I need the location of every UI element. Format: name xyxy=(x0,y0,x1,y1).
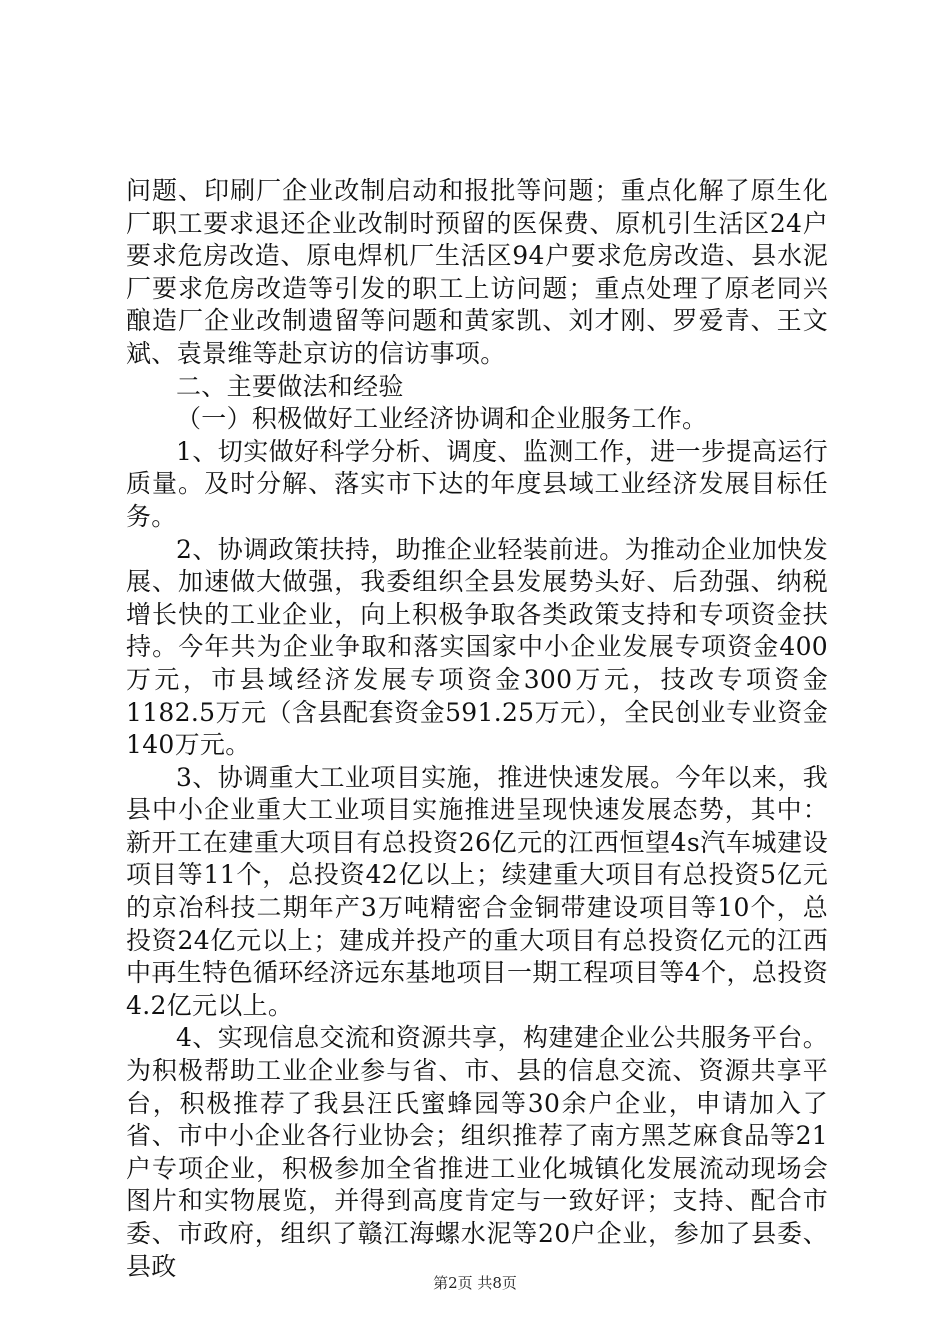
paragraph-item-4: 4、实现信息交流和资源共享，构建建企业公共服务平台。为积极帮助工业企业参与省、市、县的信息交流、资源共享平台，积极推荐了我县汪氏蜜蜂园等30余户企业，申请加入了省、市中小企业各行业协会；组织推荐了南方黑芝麻食品等21户专项企业，积极参加全省推进工业化城镇化发展流动现场会图片和实物展览，并得到高度肯定与一致好评；支持、配合市委、市政府，组织了赣江海螺水泥等20户企业，参加了县委、县政 xyxy=(126,1023,828,1281)
document-body xyxy=(126,175,828,1283)
page-number-footer: 第2页 共8页 xyxy=(433,1274,517,1292)
paragraph-item-2: 2、协调政策扶持，助推企业轻装前进。为推动企业加快发展、加速做大做强，我委组织全县发展势头好、后劲强、纳税增长快的工业企业，向上积极争取各类政策支持和专项资金扶持。今年共为企业争取和落实国家中小企业发展专项资金400万元，市县域经济发展专项资金300万元，技改专项资金1182.5万元（含县配套资金591.25万元），全民创业专业资金140万元。 xyxy=(126,534,828,760)
section-heading-2: 二、主要做法和经验 xyxy=(176,371,404,401)
paragraph-1: 问题、印刷厂企业改制启动和报批等问题；重点化解了原生化厂职工要求退还企业改制时预留的医保费、原机引生活区24户要求危房改造、原电焊机厂生活区94户要求危房改造、县水泥厂要求危房改造等引发的职工上访问题；重点处理了原老同兴酿造厂企业改制遗留等问题和黄家凯、刘才刚、罗爱青、王文斌、袁景维等赴京访的信访事项。 xyxy=(126,176,828,368)
paragraph-item-1: 1、切实做好科学分析、调度、监测工作，进一步提高运行质量。及时分解、落实市下达的年度县域工业经济发展目标任务。 xyxy=(126,436,828,531)
paragraph-item-3: 3、协调重大工业项目实施，推进快速发展。今年以来，我县中小企业重大工业项目实施推进呈现快速发展态势，其中：新开工在建重大项目有总投资26亿元的江西恒望4s汽车城建设项目等11个，总投资42亿以上；续建重大项目有总投资5亿元的京冶科技二期年产3万吨精密合金铜带建设项目等10个，总投资24亿元以上；建成并投产的重大项目有总投资亿元的江西中再生特色循环经济远东基地项目一期工程项目等4个，总投资4.2亿元以上。 xyxy=(126,762,828,1020)
subsection-heading-1: （一）积极做好工业经济协调和企业服务工作。 xyxy=(176,404,708,434)
